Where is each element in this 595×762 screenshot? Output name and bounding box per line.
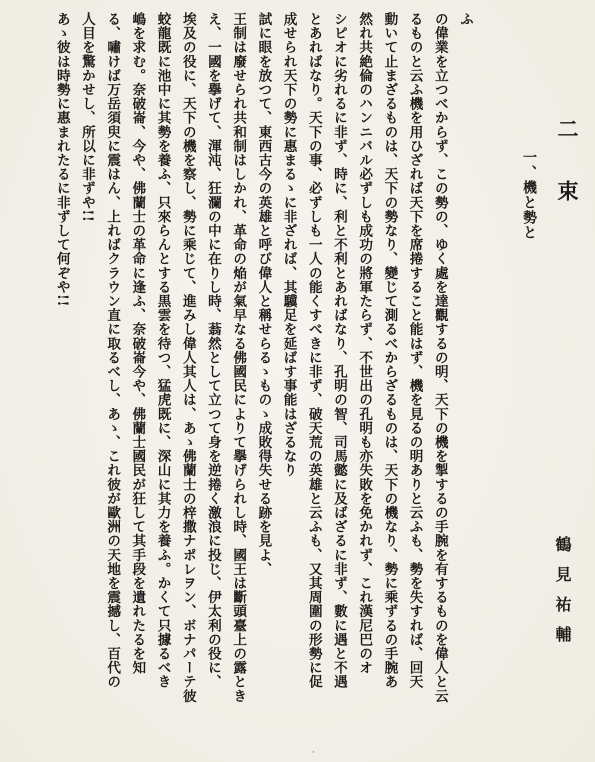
body-text: [49, 12, 477, 750]
page-dot-mark: ·: [312, 748, 315, 758]
section-heading: 一、機と勢と: [521, 150, 537, 240]
text-column: るものと云ふ機を用ひざれば天下を席捲すること能はず、機を見るの明ありと云ふも、勢を失すれば、回天: [406, 12, 423, 689]
text-column: の偉業を立つべからず、この勢の、ゆく處を達觀するの明、天下の機を掣するの手腕を有するものを偉人と云: [431, 12, 448, 703]
text-column: シピオに劣れるに非ず、時に、利と不利とあればなり、孔明の智、司馬懿に及ばざるに非ず、數に遇と不遇: [330, 12, 347, 689]
text-column: 試に眼を放つて、東西古今の英雄と呼び偉人と稱せらるゝものゝ成敗得失せる跡を見よ、: [255, 12, 272, 576]
text-column: 動いて止まざるものは、天下の勢なり、變じて測るべからざるものは、天下の機なり、勢に乘ずるの手腕あ: [381, 12, 398, 689]
text-column: 成せられ天下の勢に惠まるゝに非ざれば、其驥足を延ばす事能はざるなり: [280, 12, 297, 478]
text-column: あゝ彼は時勢に惠まれたるに非ずして何ぞや!!: [53, 12, 70, 307]
text-column: 埃及の役に、天下の機を察し、勢に乘じて、進みし偉人其人は、あゝ佛蘭士の梓撒ナポレヲン、ボナパーテ彼: [179, 12, 196, 703]
text-column: 然れ共絶倫のハンニバル必ずしも成功の將軍たらず、不世出の孔明も亦失敗を免かれず、これ漢尼巴のオ: [356, 12, 373, 675]
text-column: とあればなり。天下の事、必ずしも一人の能くすべきに非ず、破天荒の英雄と云ふも、又其周圍の形勢に促: [305, 12, 322, 689]
chapter-title: 二 束: [555, 118, 580, 211]
text-column: ふ: [457, 12, 473, 27]
text-column: 蛟龍既に池中に其勢を養ふ、只來らんとする黒雲を待つ、猛虎既に、深山に其力を養ふ。かくて只據るべき: [154, 12, 171, 689]
text-column: る、嘯けば万岳須臾に震はん、上ればクラウン直に取るべし、あゝ、これ彼が歐洲の天地を震撼し、百代の: [104, 12, 121, 689]
author-name: 鶴見祐輔: [553, 536, 572, 656]
text-column: 嶋を求む。奈破崙、今や、佛蘭士の革命に逢ふ、奈破崙今や、佛蘭士國民が狂して其手段を遺れたるを知: [129, 12, 146, 675]
text-column: え、一國を擧げて、渾沌、狂瀾の中に在りし時、蓊然として立つて身を逆捲く激浪に投じ、伊太利の役に、: [204, 12, 221, 689]
text-column: 人目を驚かせし、所以に非ずや!!: [78, 12, 95, 223]
text-column: 王制は廢せられ共和制はしかれ、革命の焔が氣早なる佛國民によりて擧げられし時、國王は斷頭臺上の露とき: [230, 12, 247, 703]
